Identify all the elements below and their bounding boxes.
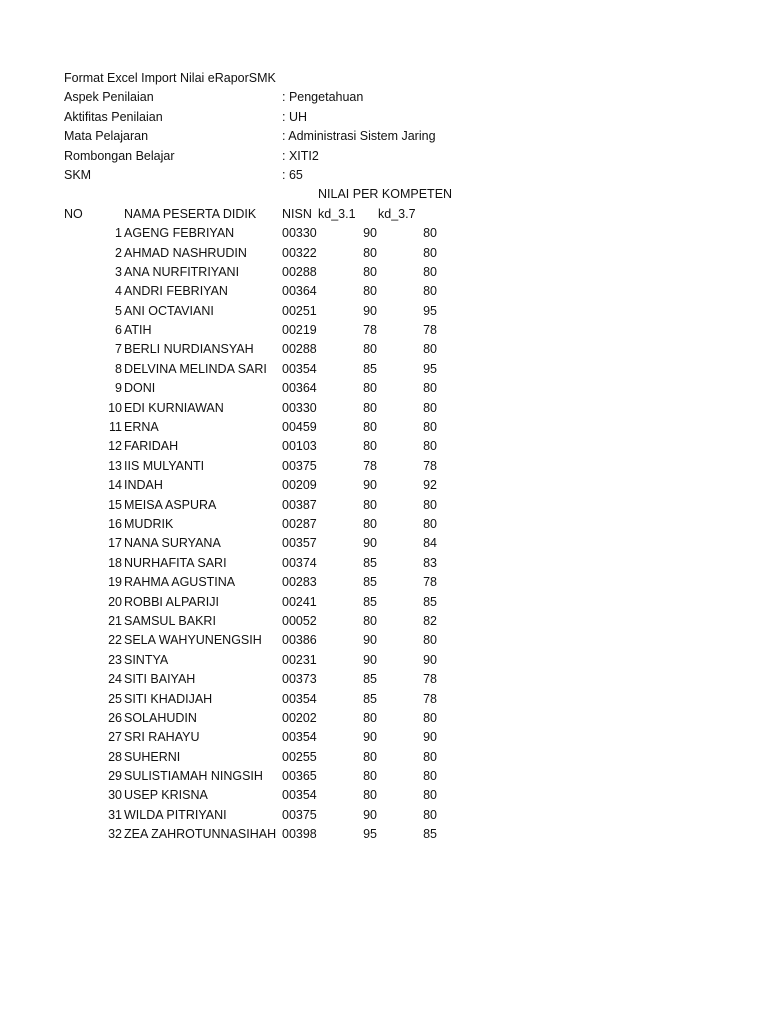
row-number: 8	[115, 361, 122, 376]
table-row	[0, 399, 768, 418]
table-row	[0, 593, 768, 612]
student-nisn: 00386	[282, 633, 317, 648]
score-kd-3-1: 80	[363, 245, 377, 260]
table-row	[0, 476, 768, 495]
row-number: 10	[108, 400, 122, 415]
student-name: SAMSUL BAKRI	[124, 613, 216, 628]
student-nisn: 00373	[282, 672, 317, 687]
score-kd-3-7: 84	[423, 536, 437, 551]
score-kd-3-7: 83	[423, 555, 437, 570]
score-kd-3-7: 80	[423, 226, 437, 241]
score-kd-3-7: 80	[423, 633, 437, 648]
score-kd-3-1: 78	[363, 458, 377, 473]
student-nisn: 00231	[282, 652, 317, 667]
student-name: SITI KHADIJAH	[124, 691, 213, 706]
table-row	[0, 651, 768, 670]
row-number: 9	[115, 381, 122, 396]
meta-row	[0, 88, 768, 107]
score-kd-3-1: 85	[363, 575, 377, 590]
student-nisn: 00354	[282, 788, 317, 803]
student-nisn: 00364	[282, 381, 317, 396]
score-kd-3-7: 80	[423, 749, 437, 764]
student-name: MUDRIK	[124, 516, 174, 531]
row-number: 18	[108, 555, 122, 570]
student-nisn: 00375	[282, 807, 317, 822]
score-kd-3-7: 85	[423, 594, 437, 609]
table-row	[0, 457, 768, 476]
row-number: 16	[108, 516, 122, 531]
score-kd-3-7: 80	[423, 400, 437, 415]
student-nisn: 00283	[282, 575, 317, 590]
student-name: RAHMA AGUSTINA	[124, 575, 236, 590]
column-header-nisn: NISN	[282, 206, 312, 221]
row-number: 4	[115, 284, 122, 299]
meta-value: : Pengetahuan	[282, 90, 364, 105]
row-number: 30	[108, 788, 122, 803]
column-header-row	[0, 205, 768, 224]
score-kd-3-7: 78	[423, 691, 437, 706]
score-kd-3-1: 90	[363, 303, 377, 318]
student-nisn: 00103	[282, 439, 317, 454]
title-row	[0, 69, 768, 88]
table-row	[0, 360, 768, 379]
meta-row	[0, 127, 768, 146]
table-row	[0, 767, 768, 786]
score-kd-3-1: 80	[363, 516, 377, 531]
score-kd-3-1: 80	[363, 613, 377, 628]
student-name: ROBBI ALPARIJI	[124, 594, 219, 609]
score-kd-3-7: 78	[423, 575, 437, 590]
student-nisn: 00288	[282, 342, 317, 357]
student-nisn: 00052	[282, 613, 317, 628]
score-kd-3-7: 90	[423, 730, 437, 745]
score-kd-3-7: 80	[423, 439, 437, 454]
student-nisn: 00357	[282, 536, 317, 551]
student-table-body	[0, 224, 768, 845]
student-nisn: 00459	[282, 420, 317, 435]
score-kd-3-7: 80	[423, 245, 437, 260]
column-header-no: NO	[64, 206, 83, 221]
meta-label: Aktifitas Penilaian	[64, 109, 163, 124]
table-row	[0, 224, 768, 243]
table-row	[0, 709, 768, 728]
score-kd-3-7: 95	[423, 303, 437, 318]
table-row	[0, 244, 768, 263]
score-kd-3-1: 90	[363, 807, 377, 822]
row-number: 29	[108, 769, 122, 784]
student-nisn: 00255	[282, 749, 317, 764]
row-number: 12	[108, 439, 122, 454]
table-row	[0, 806, 768, 825]
row-number: 20	[108, 594, 122, 609]
score-kd-3-7: 80	[423, 284, 437, 299]
table-row	[0, 670, 768, 689]
score-kd-3-7: 80	[423, 264, 437, 279]
meta-value: : 65	[282, 167, 303, 182]
meta-label: Rombongan Belajar	[64, 148, 175, 163]
meta-value: : XITI2	[282, 148, 319, 163]
score-kd-3-1: 95	[363, 827, 377, 842]
student-name: EDI KURNIAWAN	[124, 400, 224, 415]
row-number: 14	[108, 478, 122, 493]
score-kd-3-1: 85	[363, 594, 377, 609]
score-kd-3-1: 80	[363, 769, 377, 784]
row-number: 28	[108, 749, 122, 764]
score-kd-3-7: 78	[423, 323, 437, 338]
student-nisn: 00387	[282, 497, 317, 512]
score-kd-3-7: 80	[423, 420, 437, 435]
student-nisn: 00322	[282, 245, 317, 260]
score-kd-3-1: 80	[363, 710, 377, 725]
student-name: IIS MULYANTI	[124, 458, 205, 473]
competency-header: NILAI PER KOMPETEN	[318, 187, 453, 202]
student-name: ANI OCTAVIANI	[124, 303, 214, 318]
table-row	[0, 748, 768, 767]
table-row	[0, 786, 768, 805]
student-nisn: 00241	[282, 594, 317, 609]
student-nisn: 00354	[282, 361, 317, 376]
score-kd-3-1: 90	[363, 478, 377, 493]
student-name: NURHAFITA SARI	[124, 555, 227, 570]
student-name: DELVINA MELINDA SARI	[124, 361, 267, 376]
student-name: SINTYA	[124, 652, 169, 667]
row-number: 27	[108, 730, 122, 745]
column-header-name: NAMA PESERTA DIDIK	[124, 206, 257, 221]
student-name: SITI BAIYAH	[124, 672, 196, 687]
score-kd-3-7: 90	[423, 652, 437, 667]
student-nisn: 00398	[282, 827, 317, 842]
score-kd-3-1: 85	[363, 672, 377, 687]
student-name: ERNA	[124, 420, 159, 435]
meta-label: Aspek Penilaian	[64, 90, 154, 105]
row-number: 11	[109, 420, 122, 435]
student-nisn: 00219	[282, 323, 317, 338]
student-nisn: 00287	[282, 516, 317, 531]
student-nisn: 00375	[282, 458, 317, 473]
table-row	[0, 690, 768, 709]
score-kd-3-7: 80	[423, 788, 437, 803]
row-number: 26	[108, 710, 122, 725]
score-kd-3-7: 85	[423, 827, 437, 842]
score-kd-3-7: 82	[423, 613, 437, 628]
meta-value: : UH	[282, 109, 307, 124]
row-number: 32	[108, 827, 122, 842]
student-nisn: 00365	[282, 769, 317, 784]
table-row	[0, 612, 768, 631]
table-row	[0, 302, 768, 321]
row-number: 22	[108, 633, 122, 648]
row-number: 21	[108, 613, 122, 628]
row-number: 19	[108, 575, 122, 590]
table-row	[0, 321, 768, 340]
student-name: DONI	[124, 381, 156, 396]
row-number: 17	[108, 536, 122, 551]
table-row	[0, 515, 768, 534]
table-row	[0, 418, 768, 437]
score-kd-3-1: 85	[363, 555, 377, 570]
score-kd-3-1: 80	[363, 342, 377, 357]
row-number: 13	[108, 458, 122, 473]
score-kd-3-1: 90	[363, 730, 377, 745]
student-nisn: 00251	[282, 303, 317, 318]
table-row	[0, 340, 768, 359]
score-kd-3-7: 80	[423, 342, 437, 357]
score-kd-3-1: 80	[363, 264, 377, 279]
student-name: AHMAD NASHRUDIN	[124, 245, 247, 260]
student-nisn: 00354	[282, 730, 317, 745]
score-kd-3-1: 80	[363, 284, 377, 299]
score-kd-3-7: 78	[423, 672, 437, 687]
row-number: 7	[115, 342, 122, 357]
student-nisn: 00374	[282, 555, 317, 570]
score-kd-3-7: 78	[423, 458, 437, 473]
student-name: NANA SURYANA	[124, 536, 221, 551]
student-name: SULISTIAMAH NINGSIH	[124, 769, 263, 784]
student-name: USEP KRISNA	[124, 788, 208, 803]
score-kd-3-1: 90	[363, 536, 377, 551]
score-kd-3-1: 80	[363, 788, 377, 803]
score-kd-3-1: 85	[363, 361, 377, 376]
student-name: AGENG FEBRIYAN	[124, 226, 235, 241]
row-number: 23	[108, 652, 122, 667]
score-kd-3-1: 85	[363, 691, 377, 706]
score-kd-3-1: 80	[363, 400, 377, 415]
meta-row	[0, 166, 768, 185]
column-header-kd-3-7: kd_3.7	[378, 206, 416, 221]
row-number: 5	[115, 303, 122, 318]
student-nisn: 00202	[282, 710, 317, 725]
student-name: BERLI NURDIANSYAH	[124, 342, 254, 357]
score-kd-3-7: 80	[423, 381, 437, 396]
student-name: SRI RAHAYU	[124, 730, 200, 745]
student-name: ATIH	[124, 323, 152, 338]
student-nisn: 00288	[282, 264, 317, 279]
table-row	[0, 728, 768, 747]
meta-value: : Administrasi Sistem Jaring	[282, 129, 436, 144]
table-row	[0, 825, 768, 844]
student-nisn: 00354	[282, 691, 317, 706]
score-kd-3-7: 80	[423, 516, 437, 531]
score-kd-3-1: 90	[363, 652, 377, 667]
student-name: ANA NURFITRIYANI	[124, 264, 240, 279]
table-row	[0, 534, 768, 553]
score-kd-3-7: 80	[423, 710, 437, 725]
student-nisn: 00330	[282, 226, 317, 241]
table-row	[0, 437, 768, 456]
student-nisn: 00330	[282, 400, 317, 415]
student-name: SELA WAHYUNENGSIH	[124, 633, 262, 648]
score-kd-3-1: 80	[363, 439, 377, 454]
student-name: ANDRI FEBRIYAN	[124, 284, 228, 299]
table-row	[0, 631, 768, 650]
row-number: 24	[108, 672, 122, 687]
row-number: 2	[115, 245, 122, 260]
score-kd-3-1: 80	[363, 420, 377, 435]
row-number: 6	[115, 323, 122, 338]
table-row	[0, 379, 768, 398]
row-number: 1	[115, 226, 122, 241]
table-row	[0, 263, 768, 282]
table-row	[0, 573, 768, 592]
score-kd-3-1: 78	[363, 323, 377, 338]
student-name: SOLAHUDIN	[124, 710, 197, 725]
meta-label: Mata Pelajaran	[64, 129, 149, 144]
student-name: ZEA ZAHROTUNNASIHAH	[124, 827, 277, 842]
score-kd-3-7: 80	[423, 497, 437, 512]
document-title: Format Excel Import Nilai eRaporSMK	[64, 71, 276, 85]
score-kd-3-1: 80	[363, 497, 377, 512]
row-number: 25	[108, 691, 122, 706]
student-name: WILDA PITRIYANI	[124, 807, 227, 822]
score-kd-3-1: 90	[363, 226, 377, 241]
student-name: INDAH	[124, 478, 163, 493]
competency-header-row	[0, 185, 768, 204]
score-kd-3-7: 80	[423, 807, 437, 822]
score-kd-3-7: 80	[423, 769, 437, 784]
score-kd-3-7: 95	[423, 361, 437, 376]
table-row	[0, 282, 768, 301]
student-nisn: 00364	[282, 284, 317, 299]
score-kd-3-1: 80	[363, 381, 377, 396]
score-kd-3-1: 90	[363, 633, 377, 648]
row-number: 3	[115, 264, 122, 279]
score-kd-3-1: 80	[363, 749, 377, 764]
meta-row	[0, 108, 768, 127]
table-row	[0, 554, 768, 573]
table-row	[0, 496, 768, 515]
spreadsheet-sheet	[0, 69, 768, 845]
column-header-kd-3-1: kd_3.1	[318, 206, 356, 221]
row-number: 31	[108, 807, 122, 822]
student-name: MEISA ASPURA	[124, 497, 217, 512]
student-name: SUHERNI	[124, 749, 181, 764]
row-number: 15	[108, 497, 122, 512]
meta-row	[0, 147, 768, 166]
student-name: FARIDAH	[124, 439, 179, 454]
student-nisn: 00209	[282, 478, 317, 493]
score-kd-3-7: 92	[423, 478, 437, 493]
meta-label: SKM	[64, 167, 92, 182]
